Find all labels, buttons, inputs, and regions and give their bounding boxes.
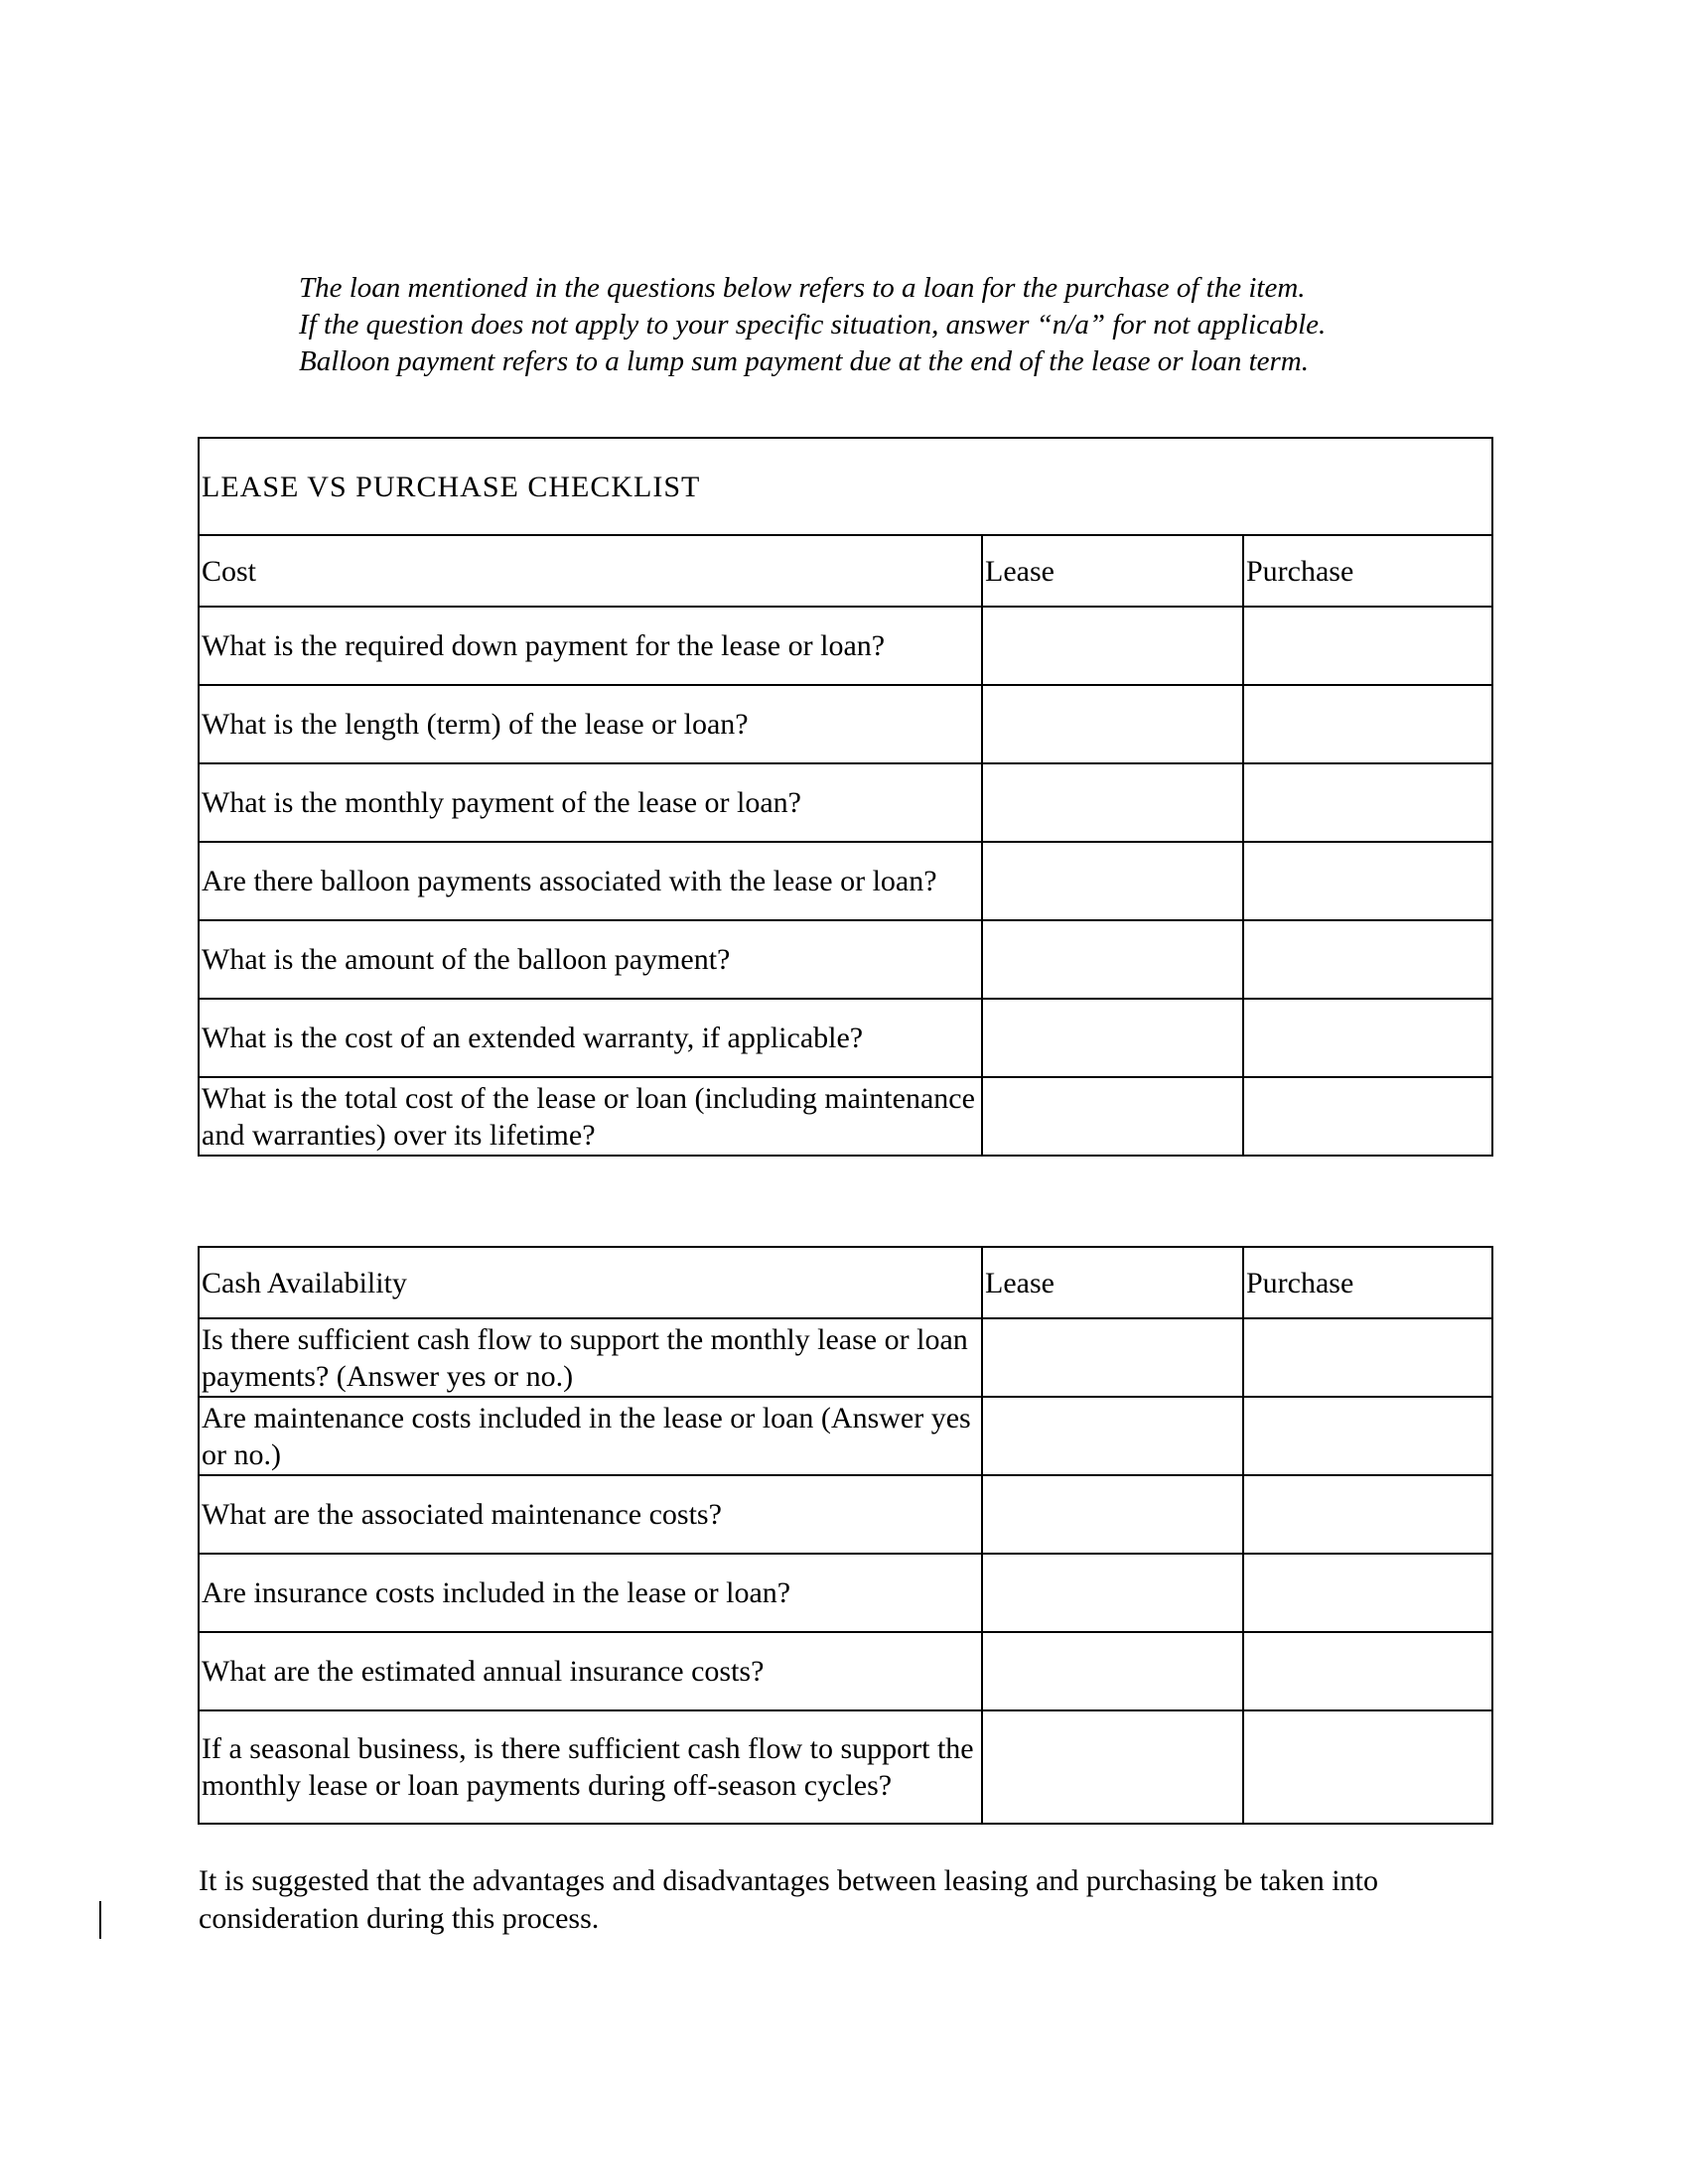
text-cursor xyxy=(99,1901,101,1939)
question-cell: What is the required down payment for the lease or loan? xyxy=(199,607,982,685)
question-cell: What is the cost of an extended warranty, if applicable? xyxy=(199,999,982,1077)
table-row xyxy=(199,1475,1492,1554)
intro-line: The loan mentioned in the questions below refers to a loan for the purchase of the item. xyxy=(299,272,1306,304)
purchase-answer-cell[interactable] xyxy=(1243,842,1492,920)
lease-answer-cell[interactable] xyxy=(982,1318,1243,1397)
purchase-answer-cell[interactable] xyxy=(1243,1632,1492,1710)
lease-answer-cell[interactable] xyxy=(982,842,1243,920)
table-row xyxy=(199,763,1492,842)
table-row xyxy=(199,842,1492,920)
table-row xyxy=(199,999,1492,1077)
question-cell: Is there sufficient cash flow to support the monthly lease or loan payments? (Answer yes or no.) xyxy=(199,1318,982,1397)
lease-answer-cell[interactable] xyxy=(982,999,1243,1077)
table-row xyxy=(199,685,1492,763)
lease-answer-cell[interactable] xyxy=(982,607,1243,685)
question-cell: What is the amount of the balloon payment? xyxy=(199,920,982,999)
question-cell: What is the length (term) of the lease or loan? xyxy=(199,685,982,763)
purchase-answer-cell[interactable] xyxy=(1243,999,1492,1077)
purchase-answer-cell[interactable] xyxy=(1243,1475,1492,1554)
table-row xyxy=(199,1632,1492,1710)
column-header-cost: Cost xyxy=(199,535,982,607)
lease-answer-cell[interactable] xyxy=(982,920,1243,999)
column-header-cash-availability: Cash Availability xyxy=(199,1247,982,1318)
purchase-answer-cell[interactable] xyxy=(1243,1397,1492,1475)
table-row xyxy=(199,1397,1492,1475)
column-header-purchase: Purchase xyxy=(1243,1247,1492,1318)
purchase-answer-cell[interactable] xyxy=(1243,685,1492,763)
table-row xyxy=(199,1077,1492,1156)
column-header-lease: Lease xyxy=(982,535,1243,607)
table-row xyxy=(199,1710,1492,1824)
checklist-title: LEASE VS PURCHASE CHECKLIST xyxy=(199,438,1492,535)
table-row xyxy=(199,1554,1492,1632)
lease-answer-cell[interactable] xyxy=(982,1710,1243,1824)
purchase-answer-cell[interactable] xyxy=(1243,1710,1492,1824)
purchase-answer-cell[interactable] xyxy=(1243,1318,1492,1397)
purchase-answer-cell[interactable] xyxy=(1243,607,1492,685)
purchase-answer-cell[interactable] xyxy=(1243,920,1492,999)
intro-line: Balloon payment refers to a lump sum payment due at the end of the lease or loan term. xyxy=(299,345,1309,377)
intro-instructions xyxy=(299,270,1490,380)
question-cell: What are the estimated annual insurance costs? xyxy=(199,1632,982,1710)
footer-note: It is suggested that the advantages and disadvantages between leasing and purchasing be taken into consideration during this process. xyxy=(199,1864,1378,1935)
question-cell: Are insurance costs included in the lease or loan? xyxy=(199,1554,982,1632)
cash-availability-table xyxy=(198,1246,1493,1825)
table-row xyxy=(199,1318,1492,1397)
question-cell: What are the associated maintenance costs? xyxy=(199,1475,982,1554)
column-header-lease: Lease xyxy=(982,1247,1243,1318)
question-cell: What is the monthly payment of the lease or loan? xyxy=(199,763,982,842)
lease-answer-cell[interactable] xyxy=(982,1632,1243,1710)
question-cell: Are maintenance costs included in the lease or loan (Answer yes or no.) xyxy=(199,1397,982,1475)
purchase-answer-cell[interactable] xyxy=(1243,763,1492,842)
lease-answer-cell[interactable] xyxy=(982,763,1243,842)
question-cell: Are there balloon payments associated with the lease or loan? xyxy=(199,842,982,920)
lease-answer-cell[interactable] xyxy=(982,685,1243,763)
question-cell: What is the total cost of the lease or loan (including maintenance and warranties) over its lifetime? xyxy=(199,1077,982,1156)
purchase-answer-cell[interactable] xyxy=(1243,1554,1492,1632)
question-cell: If a seasonal business, is there sufficient cash flow to support the monthly lease or loan payments during off-season cycles? xyxy=(199,1710,982,1824)
lease-answer-cell[interactable] xyxy=(982,1397,1243,1475)
table-row xyxy=(199,607,1492,685)
lease-answer-cell[interactable] xyxy=(982,1554,1243,1632)
purchase-answer-cell[interactable] xyxy=(1243,1077,1492,1156)
cost-checklist-table xyxy=(198,437,1493,1157)
table-row xyxy=(199,920,1492,999)
lease-answer-cell[interactable] xyxy=(982,1077,1243,1156)
column-header-purchase: Purchase xyxy=(1243,535,1492,607)
lease-answer-cell[interactable] xyxy=(982,1475,1243,1554)
intro-line: If the question does not apply to your specific situation, answer “n/a” for not applicable. xyxy=(299,309,1327,341)
